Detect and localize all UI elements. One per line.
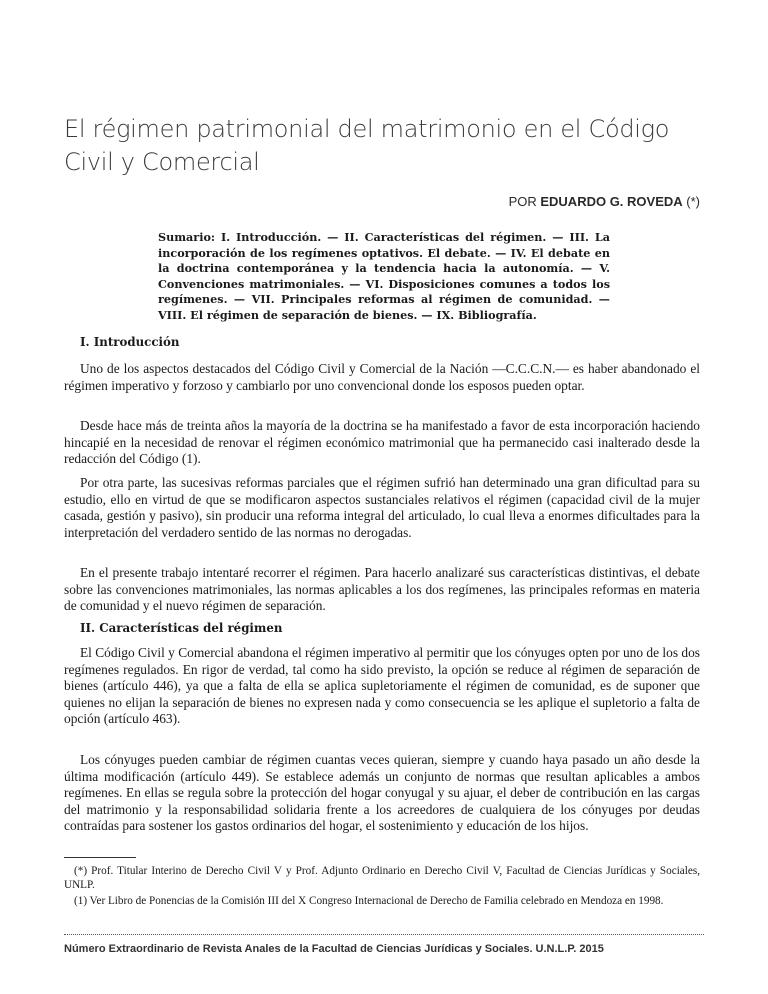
paragraph: Uno de los aspectos destacados del Código Civil y Comercial de la Nación —C.C.C.N.— es haber abandonado el régimen imperativo y forzoso y cambiarlo por uno convencional donde los esposos pueden optar.	[64, 361, 700, 393]
paragraph: Los cónyuges pueden cambiar de régimen cuantas veces quieran, siempre y cuando haya pasado un año desde la última modificación (artículo 449). Se establece además un conjunto de normas que resultan aplicables a ambos regímenes. En ellas se regula sobre la protección del hogar conyugal y su ajuar, el deber de contribución en las cargas del matrimonio y la responsabilidad solidaria frente a los acreedores de cualquiera de los cónyuges por deudas contraídas para sostener los gastos ordinarios del hogar, el sostenimiento y educación de los hijos.	[64, 752, 700, 834]
paragraph: El Código Civil y Comercial abandona el régimen imperativo al permitir que los cónyuges opten por uno de los dos regímenes regulados. En rigor de verdad, tal como ha sido previsto, la opción se reduce al régimen de separación de bienes (artículo 446), ya que a falta de ella se aplica supletoriamente el régimen de comunidad, es de suponer que quienes no elijan la separación de bienes no expresen nada y como consecuencia se les aplique el supletorio a falta de opción (artículo 463).	[64, 645, 700, 727]
paragraph: Desde hace más de treinta años la mayoría de la doctrina se ha manifestado a favor de esta incorporación haciendo hincapié en la necesidad de renovar el régimen económico matrimonial que ha permanecido casi inalterado desde la redacción del Código (1).	[64, 418, 700, 467]
footnote: (*) Prof. Titular Interino de Derecho Civil V y Prof. Adjunto Ordinario en Derecho Civil V, Facultad de Ciencias Jurídicas y Sociales, UNLP.	[64, 865, 700, 892]
footer-divider	[64, 934, 704, 935]
section-heading-introduccion: I. Introducción	[80, 335, 180, 349]
paragraph: En el presente trabajo intentaré recorrer el régimen. Para hacerlo analizaré sus características distintivas, el debate sobre las convenciones matrimoniales, las normas aplicables a los dos regímenes, las principales reformas en materia de comunidad y el nuevo régimen de separación.	[64, 565, 700, 614]
footnote-divider	[64, 857, 136, 858]
footnote: (1) Ver Libro de Ponencias de la Comisión III del X Congreso Internacional de Derecho de Familia celebrado en Mendoza en 1998.	[74, 895, 664, 907]
paragraph: Por otra parte, las sucesivas reformas parciales que el régimen sufrió han determinado una gran dificultad para su estudio, ello en virtud de que se modificaron aspectos sustanciales relativos el régimen (capacidad civil de la mujer casada, gestión y pasivo), sin producir una reforma integral del articulado, lo cual lleva a enormes dificultades para la interpretación del verdadero sentido de las normas no derogadas.	[64, 475, 700, 540]
section-heading-caracteristicas: II. Características del régimen	[80, 621, 283, 635]
article-title: El régimen patrimonial del matrimonio en el Código Civil y Comercial	[64, 115, 670, 176]
author-prefix: POR	[508, 194, 537, 209]
page-footer: Número Extraordinario de Revista Anales de la Facultad de Ciencias Jurídicas y Sociales. U.N.L.P. 2015	[64, 943, 604, 955]
summary: Sumario: I. Introducción. — II. Características del régimen. — III. La incorporación de los regímenes optativos. El debate. — IV. El debate en la doctrina contemporánea y la tendencia hacia la autonomía. — V. Convenciones matrimoniales. — VI. Disposiciones comunes a todos los regímenes. — VII. Principales reformas al régimen de comunidad. — VIII. El régimen de separación de bienes. — IX. Bibliografía.	[158, 230, 610, 322]
author-name: EDUARDO G. ROVEDA	[540, 194, 683, 209]
author-line	[509, 194, 700, 209]
author-footnote-mark: (*)	[686, 194, 700, 209]
